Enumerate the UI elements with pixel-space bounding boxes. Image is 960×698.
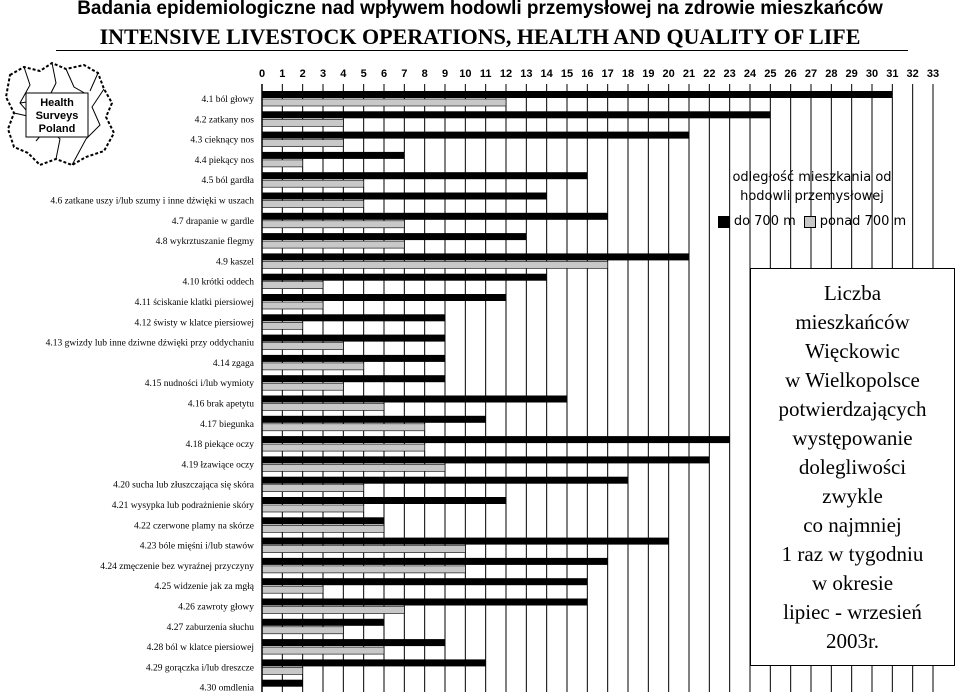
bar-near	[262, 233, 526, 240]
x-tick-label: 28	[825, 68, 838, 80]
bar-near	[262, 314, 445, 321]
info-box-line: Więckowic	[805, 339, 900, 363]
category-label: 4.30 omdlenia	[199, 683, 254, 694]
x-tick-label: 32	[906, 68, 919, 80]
category-label: 4.5 ból gardła	[201, 176, 254, 187]
x-tick-label: 15	[560, 68, 574, 80]
bar-far	[262, 404, 384, 411]
x-tick-label: 31	[886, 68, 899, 80]
legend-item-near	[718, 214, 796, 229]
x-tick-label: 30	[865, 68, 879, 80]
bar-far	[262, 282, 323, 289]
bar-far	[262, 363, 364, 370]
x-tick-label: 13	[520, 68, 533, 80]
legend-swatch-far	[804, 216, 816, 228]
bar-far	[262, 322, 303, 329]
bar-near	[262, 477, 628, 484]
bar-near	[262, 294, 506, 301]
bar-near	[262, 375, 445, 382]
category-label: 4.26 zawroty głowy	[178, 602, 254, 613]
x-tick-label: 18	[621, 68, 635, 80]
bar-far	[262, 302, 323, 309]
x-tick-label: 24	[743, 68, 757, 80]
bar-far	[262, 525, 384, 532]
bar-far	[262, 160, 303, 167]
x-tick-label: 26	[784, 68, 797, 80]
x-tick-label: 17	[601, 68, 614, 80]
bar-near	[262, 355, 445, 362]
bar-near	[262, 659, 486, 666]
info-box-line: Liczba	[823, 281, 882, 305]
bar-near	[262, 416, 486, 423]
x-tick-label: 8	[421, 68, 428, 80]
bar-far	[262, 383, 343, 390]
x-tick-label: 7	[401, 68, 408, 80]
bar-near	[262, 639, 445, 646]
x-tick-label: 3	[319, 68, 327, 80]
info-box-line: potwierdzających	[778, 397, 927, 421]
category-label: 4.17 biegunka	[200, 419, 254, 430]
bar-far	[262, 586, 323, 593]
x-tick-label: 1	[279, 68, 286, 80]
x-tick-label: 10	[459, 68, 472, 80]
bar-far	[262, 505, 364, 512]
page-subtitle: INTENSIVE LIVESTOCK OPERATIONS, HEALTH AND QUALITY OF LIFE	[99, 24, 861, 49]
bar-near	[262, 599, 587, 606]
bar-far	[262, 607, 404, 614]
x-tick-label: 25	[764, 68, 777, 80]
bar-near	[262, 436, 730, 443]
info-box-line: co najmniej	[803, 513, 902, 537]
category-label: 4.10 krótki oddech	[182, 277, 254, 288]
bar-far	[262, 627, 343, 634]
legend-title: odległość mieszkania od hodowli przemysłowej	[732, 170, 892, 204]
x-tick-label: 9	[441, 68, 449, 80]
info-box	[750, 268, 955, 666]
bar-near	[262, 578, 587, 585]
x-tick-label: 6	[380, 68, 388, 80]
category-label: 4.19 łzawiące oczy	[181, 460, 254, 471]
bar-near	[262, 132, 689, 139]
x-tick-label: 27	[804, 68, 818, 80]
info-box-line: dolegliwości	[798, 455, 907, 479]
x-tick-label: 2	[299, 68, 306, 80]
x-tick-label: 11	[479, 68, 492, 80]
category-label: 4.4 piekący nos	[194, 155, 254, 166]
bar-near	[262, 538, 669, 545]
bar-far	[262, 444, 425, 451]
bar-far	[262, 99, 506, 106]
x-tick-label: 23	[723, 68, 736, 80]
legend-item-far	[804, 214, 906, 229]
bar-near	[262, 517, 384, 524]
category-label: 4.9 kaszel	[216, 257, 254, 268]
bar-near	[262, 274, 547, 281]
bar-far	[262, 221, 404, 228]
legend	[708, 168, 916, 229]
legend-label-far: ponad 700 m	[819, 214, 907, 229]
info-box-line: zwykle	[822, 484, 883, 508]
info-box-line: w okresie	[811, 571, 894, 595]
category-label: 4.1 ból głowy	[201, 95, 254, 105]
bar-far	[262, 566, 465, 573]
category-label: 4.11 ściskanie klatki piersiowej	[134, 298, 254, 308]
category-label: 4.8 wykrztuszanie flegmy	[155, 237, 254, 248]
bar-near	[262, 193, 547, 200]
x-tick-label: 33	[926, 68, 940, 80]
x-tick-label: 19	[642, 68, 655, 80]
x-tick-label: 21	[682, 68, 696, 80]
bar-far	[262, 647, 384, 654]
category-label: 4.6 zatkane uszy i/lub szumy i inne dźwięki w uszach	[50, 196, 254, 207]
category-label: 4.2 zatkany nos	[194, 115, 254, 126]
bar-near	[262, 335, 445, 342]
bar-far	[262, 201, 364, 208]
legend-swatch-near	[718, 216, 730, 228]
bar-near	[262, 558, 608, 565]
category-label: 4.15 nudności i/lub wymioty	[144, 379, 254, 390]
bar-far	[262, 261, 608, 268]
bar-near	[262, 456, 709, 463]
category-label: 4.12 świsty w klatce piersiowej	[134, 318, 254, 329]
bar-far	[262, 241, 404, 248]
category-label: 4.28 ból w klatce piersiowej	[146, 643, 254, 654]
bar-near	[262, 680, 303, 687]
info-box-line: 2003r.	[825, 629, 880, 653]
bar-near	[262, 213, 608, 220]
category-label: 4.22 czerwone plamy na skórze	[133, 521, 254, 532]
bar-far	[262, 667, 303, 674]
bar-near	[262, 619, 384, 626]
logo-text-line: Health	[40, 97, 74, 109]
bar-far	[262, 119, 343, 126]
category-label: 4.18 piekące oczy	[185, 440, 254, 451]
info-box-line: lipiec - wrzesień	[783, 600, 922, 624]
bar-near	[262, 253, 689, 260]
category-label: 4.21 wysypka lub podrażnienie skóry	[111, 501, 254, 511]
category-label: 4.3 cieknący nos	[190, 135, 254, 146]
bar-near	[262, 396, 567, 403]
x-tick-label: 14	[540, 68, 553, 80]
bar-far	[262, 424, 425, 431]
bar-near	[262, 152, 404, 159]
bar-far	[262, 464, 445, 471]
x-tick-label: 4	[340, 68, 347, 80]
legend-label-near: do 700 m	[733, 214, 796, 229]
info-box-line: mieszkańców	[795, 310, 910, 334]
bar-far	[262, 140, 343, 147]
category-label: 4.25 widzenie jak za mgłą	[154, 582, 254, 593]
info-box-line: w Wielkopolsce	[785, 368, 920, 392]
category-label: 4.16 brak apetytu	[187, 399, 254, 410]
x-tick-label: 12	[499, 68, 513, 80]
logo-text-line: Poland	[38, 123, 76, 135]
logo-text-line: Surveys	[35, 110, 79, 122]
page-title: Badania epidemiologiczne nad wpływem hodowli przemysłowej na zdrowie mieszkańców	[77, 0, 883, 19]
bar-near	[262, 497, 506, 504]
bar-far	[262, 546, 465, 553]
x-tick-label: 29	[845, 68, 858, 80]
x-tick-label: 5	[360, 68, 367, 80]
info-box-line: 1 raz w tygodniu	[781, 542, 924, 566]
category-label: 4.27 zaburzenia słuchu	[166, 622, 254, 633]
category-label: 4.29 gorączka i/lub dreszcze	[145, 663, 254, 674]
x-tick-label: 20	[662, 68, 675, 80]
bar-far	[262, 180, 364, 187]
category-label: 4.20 sucha lub złuszczająca się skóra	[113, 480, 254, 491]
x-tick-label: 0	[258, 68, 266, 80]
bar-near	[262, 172, 587, 179]
x-tick-label: 22	[703, 68, 716, 80]
bar-far	[262, 343, 343, 350]
category-label: 4.23 bóle mięśni i/lub stawów	[139, 541, 254, 552]
bar-near	[262, 91, 892, 98]
category-label: 4.14 zgaga	[212, 358, 254, 369]
x-tick-label: 16	[581, 68, 594, 80]
category-label: 4.13 gwizdy lub inne dziwne dźwięki przy oddychaniu	[45, 338, 254, 349]
bar-near	[262, 111, 770, 118]
bar-far	[262, 485, 364, 492]
info-box-line: występowanie	[792, 426, 913, 450]
category-label: 4.24 zmęczenie bez wyraźnej przyczyny	[100, 561, 254, 572]
category-label: 4.7 drapanie w gardle	[171, 216, 254, 227]
